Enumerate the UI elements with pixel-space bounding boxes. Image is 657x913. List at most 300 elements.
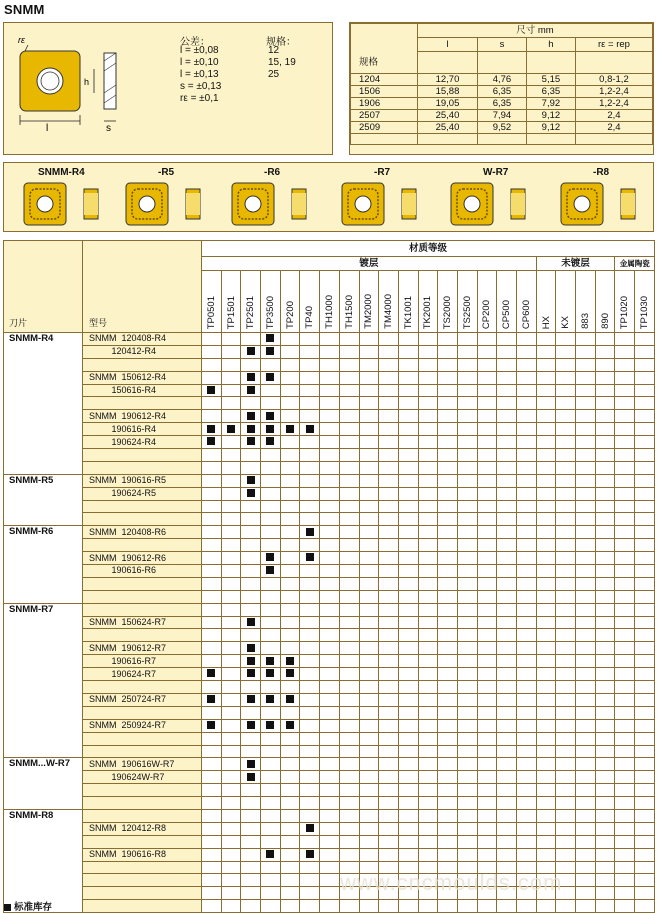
grade-cell [517, 809, 537, 822]
grade-cell [418, 487, 438, 500]
grade-cell [457, 552, 477, 565]
grade-cell [221, 436, 241, 449]
dim-cell-l: 25,40 [417, 110, 477, 122]
grade-cell [202, 681, 222, 694]
grade-cell [556, 719, 576, 732]
grade-cell [438, 384, 458, 397]
grade-cell [320, 900, 340, 913]
grade-cell [339, 577, 359, 590]
grade-cell [556, 758, 576, 771]
grade-cell [556, 410, 576, 423]
grade-name: TK1001 [402, 295, 414, 329]
grade-cell [556, 345, 576, 358]
grade-cell [438, 423, 458, 436]
grade-cell [635, 603, 655, 616]
grade-cell [202, 732, 222, 745]
grade-cell [635, 732, 655, 745]
grade-cell [320, 449, 340, 462]
grade-cell [556, 706, 576, 719]
grade-cell [536, 693, 556, 706]
dim-cell-r: 1,2-2,4 [575, 98, 652, 110]
table-row [4, 616, 655, 629]
grade-name: TH1500 [343, 295, 355, 329]
grade-cell [339, 333, 359, 346]
grade-level-header: 材质等级 [202, 241, 655, 257]
stock-mark-icon [227, 425, 235, 433]
grade-col-header [261, 271, 281, 333]
grade-cell [517, 771, 537, 784]
grade-cell [280, 848, 300, 861]
table-row [4, 436, 655, 449]
grade-cell [595, 423, 615, 436]
grade-cell [615, 358, 635, 371]
grade-cell [202, 397, 222, 410]
grade-cell [615, 603, 635, 616]
grade-cell [418, 552, 438, 565]
grade-cell [438, 681, 458, 694]
grade-cell [379, 809, 399, 822]
grade-cell [635, 371, 655, 384]
grade-cell [497, 900, 517, 913]
grade-cell [221, 500, 241, 513]
grade-cell [576, 500, 596, 513]
grade-cell [517, 384, 537, 397]
grade-cell [339, 474, 359, 487]
grade-cell [241, 822, 261, 835]
grade-cell [202, 668, 222, 681]
grade-cell [339, 706, 359, 719]
stock-mark-icon [306, 824, 314, 832]
grade-cell [398, 487, 418, 500]
grade-cell [398, 371, 418, 384]
grade-cell [635, 797, 655, 810]
grade-cell [536, 719, 556, 732]
grade-cell [398, 758, 418, 771]
stock-mark-icon [266, 695, 274, 703]
grade-cell [497, 693, 517, 706]
grade-cell [339, 345, 359, 358]
stock-mark-icon [247, 618, 255, 626]
grade-cell [221, 706, 241, 719]
grade-cell [615, 848, 635, 861]
grade-cell [635, 655, 655, 668]
grade-cell [635, 848, 655, 861]
grade-cell [261, 848, 281, 861]
grade-cell [202, 345, 222, 358]
grade-cell [477, 848, 497, 861]
grade-name: TS2000 [442, 295, 454, 329]
table-row [4, 552, 655, 565]
dim-cell-h: 7,92 [526, 98, 575, 110]
stock-mark-icon [247, 386, 255, 394]
grade-cell [241, 513, 261, 526]
grade-cell [261, 732, 281, 745]
grade-cell [418, 681, 438, 694]
grade-cell [261, 603, 281, 616]
grade-cell [359, 668, 379, 681]
grade-cell [398, 384, 418, 397]
model-cell [83, 887, 202, 900]
grade-cell [497, 668, 517, 681]
grade-cell [556, 552, 576, 565]
grade-cell [635, 333, 655, 346]
grade-cell [320, 681, 340, 694]
grade-cell [398, 629, 418, 642]
grade-cell [221, 461, 241, 474]
grade-cell [280, 526, 300, 539]
grade-cell [595, 513, 615, 526]
insert-group-name: SNMM-R7 [9, 603, 54, 615]
grade-cell [261, 771, 281, 784]
grade-cell [477, 345, 497, 358]
dim-row [351, 74, 653, 86]
grade-cell [457, 333, 477, 346]
grade-cell [320, 822, 340, 835]
chipbreaker-insert-icon [124, 179, 224, 229]
tolerance-heading: 公差： [180, 37, 210, 48]
grade-cell [359, 732, 379, 745]
grade-cell [615, 642, 635, 655]
stock-mark-icon [266, 425, 274, 433]
grade-cell [202, 333, 222, 346]
grade-cell [300, 629, 320, 642]
grade-cell [536, 771, 556, 784]
stock-mark-icon [207, 425, 215, 433]
chipbreaker-insert-icon [449, 179, 549, 229]
grade-cell [339, 539, 359, 552]
grade-cell [379, 693, 399, 706]
grade-cell [280, 655, 300, 668]
grade-cell [615, 668, 635, 681]
grade-cell [241, 874, 261, 887]
grade-cell [261, 333, 281, 346]
grade-cell [280, 706, 300, 719]
table-row [4, 706, 655, 719]
grade-cell [221, 552, 241, 565]
grade-cell [241, 900, 261, 913]
grade-cell [359, 706, 379, 719]
grade-cell [379, 797, 399, 810]
grade-cell [536, 526, 556, 539]
grade-cell [497, 706, 517, 719]
grade-cell [497, 848, 517, 861]
grade-cell [457, 758, 477, 771]
dim-row [351, 98, 653, 110]
grade-cell [635, 861, 655, 874]
grade-cell [202, 552, 222, 565]
grade-cell [477, 410, 497, 423]
dim-cell-spec: 1506 [351, 86, 418, 98]
svg-text:l: l [46, 123, 49, 134]
dim-cell [575, 52, 652, 74]
table-row [4, 410, 655, 423]
grade-cell [457, 590, 477, 603]
col-insert-header [4, 241, 83, 333]
grade-cell [359, 771, 379, 784]
grade-cell [497, 358, 517, 371]
dim-cell-h: 9,12 [526, 122, 575, 134]
grade-cell [280, 565, 300, 578]
dim-cell-s: 7,94 [477, 110, 526, 122]
grade-cell [379, 835, 399, 848]
grade-name: TP2501 [245, 295, 257, 329]
grade-cell [477, 706, 497, 719]
grade-cell [300, 887, 320, 900]
grade-cell [635, 874, 655, 887]
model-cell: 190616-R4 [83, 423, 202, 436]
grade-name: TP0501 [205, 295, 217, 329]
grade-cell [418, 474, 438, 487]
grade-cell [635, 784, 655, 797]
grade-cell [300, 423, 320, 436]
grade-cell [497, 539, 517, 552]
grade-cell [280, 745, 300, 758]
insert-group-name: SNMM-R8 [9, 809, 54, 821]
table-row [4, 500, 655, 513]
table-row [4, 577, 655, 590]
grade-cell [202, 758, 222, 771]
grade-cell [241, 668, 261, 681]
grade-cell [202, 577, 222, 590]
stock-mark-icon [266, 412, 274, 420]
grade-cell [517, 461, 537, 474]
grade-cell [359, 719, 379, 732]
grade-cell [477, 719, 497, 732]
grade-cell [398, 797, 418, 810]
grade-cell [457, 706, 477, 719]
grade-cell [379, 681, 399, 694]
grade-cell [398, 706, 418, 719]
tolerance-line: rε = ±0,1 [180, 93, 219, 104]
grade-cell [202, 513, 222, 526]
grade-cell [576, 487, 596, 500]
dim-cell-l: 19,05 [417, 98, 477, 110]
grade-cell [379, 758, 399, 771]
grade-cell [438, 436, 458, 449]
insert-group-cell [4, 333, 83, 475]
grade-cell [359, 900, 379, 913]
model-cell [83, 706, 202, 719]
grade-col-header [556, 271, 576, 333]
grade-cell [300, 590, 320, 603]
grade-cell [300, 474, 320, 487]
dimension-rows [351, 74, 653, 145]
grade-cell [320, 745, 340, 758]
grade-cell [398, 461, 418, 474]
stock-mark-icon [306, 850, 314, 858]
dim-col-r: rε = rep [575, 38, 652, 52]
model-cell [83, 732, 202, 745]
grade-cell [517, 474, 537, 487]
insert-group-cell [4, 603, 83, 758]
grade-cell [202, 655, 222, 668]
grade-cell [320, 603, 340, 616]
grade-cell [320, 655, 340, 668]
model-cell: 190624W-R7 [83, 771, 202, 784]
grade-cell [261, 552, 281, 565]
grade-cell [497, 345, 517, 358]
grade-cell [359, 539, 379, 552]
grade-cell [556, 900, 576, 913]
table-row [4, 848, 655, 861]
grade-cell [320, 526, 340, 539]
grade-cell [438, 333, 458, 346]
grade-cell [517, 500, 537, 513]
grade-col-header [379, 271, 399, 333]
grade-cell [418, 371, 438, 384]
grade-cell [300, 526, 320, 539]
grade-cell [595, 371, 615, 384]
dim-cell-s: 4,76 [477, 74, 526, 86]
grade-cell [438, 706, 458, 719]
grade-cell [497, 719, 517, 732]
grade-cell [438, 565, 458, 578]
grade-col-header [241, 271, 261, 333]
table-row [4, 745, 655, 758]
model-cell: 190616-R7 [83, 655, 202, 668]
grade-cell [418, 345, 438, 358]
grade-cell [241, 835, 261, 848]
grade-cell [615, 449, 635, 462]
grade-cell [202, 487, 222, 500]
grade-cell [280, 513, 300, 526]
cermet-header: 金属陶瓷 [615, 257, 655, 271]
grade-cell [221, 732, 241, 745]
grade-cell [595, 577, 615, 590]
grade-cell [615, 333, 635, 346]
grade-cell [339, 487, 359, 500]
grade-cell [261, 874, 281, 887]
grade-cell [438, 822, 458, 835]
chipbreaker-label: -R7 [374, 167, 391, 178]
grade-cell [202, 565, 222, 578]
grade-cell [477, 565, 497, 578]
grade-cell [615, 719, 635, 732]
grade-cell [280, 397, 300, 410]
model-cell [83, 861, 202, 874]
model-cell: 150616-R4 [83, 384, 202, 397]
insert-group-cell [4, 809, 83, 912]
grade-cell [320, 371, 340, 384]
grade-cell [241, 358, 261, 371]
grade-cell [221, 784, 241, 797]
grade-cell [359, 809, 379, 822]
grade-cell [202, 474, 222, 487]
grade-cell [241, 681, 261, 694]
grade-cell [280, 590, 300, 603]
grade-cell [556, 371, 576, 384]
grade-name: TK2001 [422, 295, 434, 329]
grade-cell [595, 835, 615, 848]
grade-cell [457, 565, 477, 578]
grade-cell [635, 629, 655, 642]
grade-name: TP1020 [619, 295, 631, 329]
grade-cell [635, 590, 655, 603]
grade-cell [536, 358, 556, 371]
grade-cell [221, 539, 241, 552]
grade-cell [438, 410, 458, 423]
grade-cell [398, 693, 418, 706]
table-row [4, 461, 655, 474]
grade-cell [261, 345, 281, 358]
grade-cell [320, 384, 340, 397]
grade-cell [457, 900, 477, 913]
grade-cell [517, 436, 537, 449]
grade-cell [457, 835, 477, 848]
table-row [4, 449, 655, 462]
stock-mark-icon [247, 773, 255, 781]
spec-line: 25 [268, 69, 280, 80]
dim-cell-r: 2,4 [575, 110, 652, 122]
grade-cell [241, 487, 261, 500]
grade-cell [202, 629, 222, 642]
grade-cell [221, 758, 241, 771]
grade-cell [241, 603, 261, 616]
grade-cell [438, 526, 458, 539]
grade-cell [595, 384, 615, 397]
grade-cell [635, 487, 655, 500]
grade-cell [615, 900, 635, 913]
grade-cell [261, 681, 281, 694]
grade-cell [280, 384, 300, 397]
grade-cell [576, 655, 596, 668]
grade-cell [280, 642, 300, 655]
grade-cell [595, 500, 615, 513]
grade-cell [635, 771, 655, 784]
grade-cell [221, 410, 241, 423]
grade-cell [300, 642, 320, 655]
grade-cell [517, 706, 537, 719]
grade-name: TP200 [284, 301, 296, 329]
grade-cell [477, 809, 497, 822]
grade-cell [339, 771, 359, 784]
grade-cell [241, 629, 261, 642]
grade-cell [359, 629, 379, 642]
grade-cell [379, 397, 399, 410]
grade-cell [595, 874, 615, 887]
grade-cell [202, 384, 222, 397]
grade-cell [202, 410, 222, 423]
grade-cell [536, 397, 556, 410]
grade-cell [379, 371, 399, 384]
grade-cell [536, 345, 556, 358]
grade-cell [261, 900, 281, 913]
grade-cell [556, 539, 576, 552]
stock-mark-icon [266, 566, 274, 574]
grade-cell [457, 487, 477, 500]
grade-cell [576, 835, 596, 848]
dim-cell-r: 1,2-2,4 [575, 86, 652, 98]
grade-cell [438, 371, 458, 384]
grade-cell [615, 500, 635, 513]
grade-cell [300, 797, 320, 810]
grade-cell [359, 603, 379, 616]
grade-cell [438, 500, 458, 513]
model-cell [83, 784, 202, 797]
grade-cell [635, 706, 655, 719]
grade-cell [320, 706, 340, 719]
model-cell: 190624-R4 [83, 436, 202, 449]
grade-cell [635, 552, 655, 565]
tolerance-line: l = ±0,13 [180, 69, 219, 80]
grade-cell [398, 410, 418, 423]
grade-cell [517, 410, 537, 423]
grade-cell [339, 358, 359, 371]
grade-cell [615, 423, 635, 436]
grade-cell [339, 500, 359, 513]
grade-cell [261, 500, 281, 513]
grade-cell [635, 449, 655, 462]
